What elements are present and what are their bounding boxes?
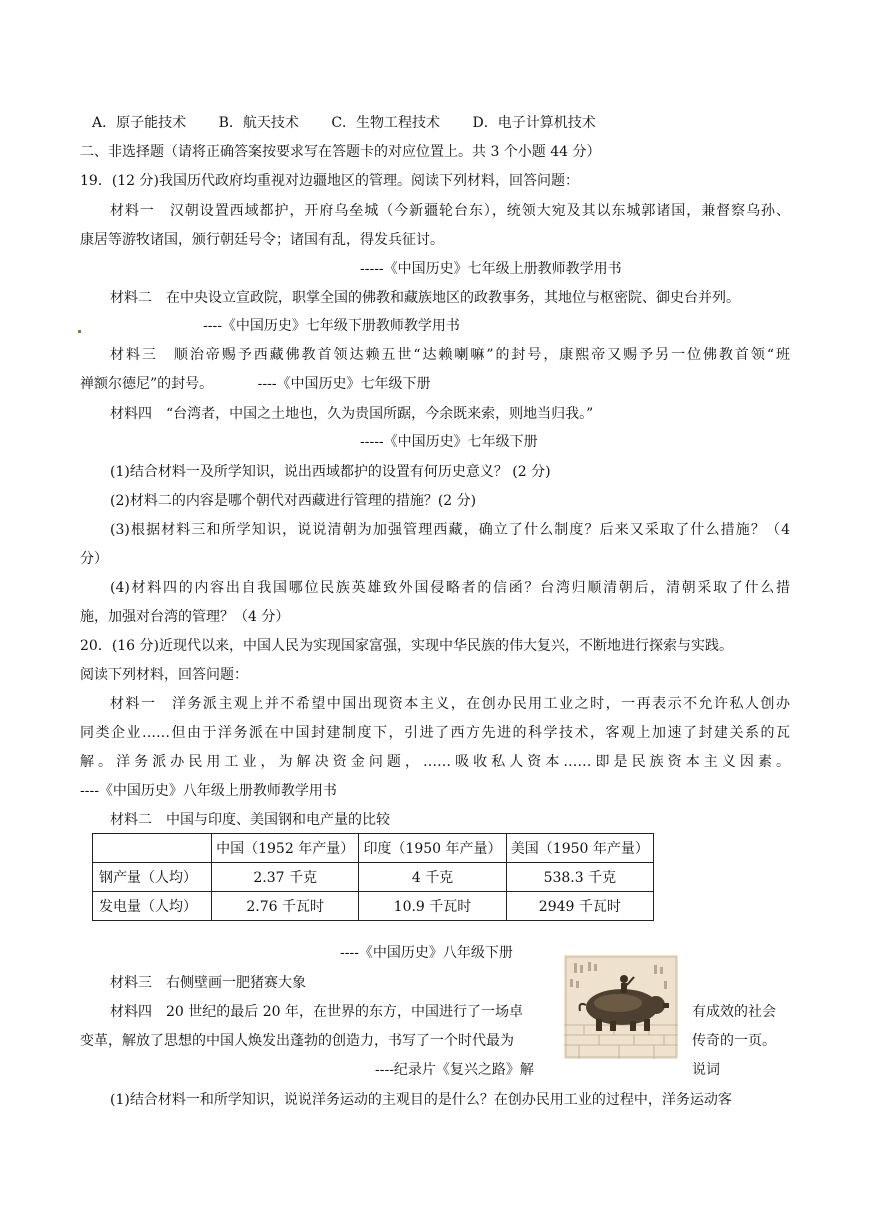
q19-material4-line1: 材料四 “台湾者，中国之土地也，久为贵国所踞，今余既来索，则地当归我。” bbox=[110, 406, 594, 422]
production-comparison-table bbox=[92, 833, 654, 921]
table-header-cell: 印度（1950 年产量） bbox=[359, 834, 506, 863]
table-cell: 2.76 千瓦时 bbox=[212, 892, 359, 921]
q19-subq4-line1: (4)材料四的内容出自我国哪位民族英雄致外国侵略者的信函？台湾归顺清朝后，清朝采取了什么措 bbox=[110, 580, 790, 596]
q19-subq1: (1)结合材料一及所学知识，说出西域都护的设置有何历史意义？ (2 分) bbox=[110, 464, 551, 480]
q20-material1-line1: 材料一 洋务派主观上并不希望中国出现资本主义，在创办民用工业之时，一再表示不允许私人创办 bbox=[110, 696, 790, 712]
pig-mural-drawing bbox=[564, 955, 678, 1059]
q20-material3: 材料三 右侧壁画一肥猪赛大象 bbox=[110, 975, 306, 991]
q20-subq1-line1: (1)结合材料一和所学知识，说说洋务运动的主观目的是什么？在创办民用工业的过程中，洋务运动客 bbox=[110, 1092, 732, 1108]
table-row bbox=[93, 863, 654, 892]
q19-intro: 19．(12 分)我国历代政府均重视对边疆地区的管理。阅读下列材料，回答问题： bbox=[80, 173, 580, 189]
q19-subq2: (2)材料二的内容是哪个朝代对西藏进行管理的措施？(2 分) bbox=[110, 493, 477, 509]
q19-subq3-line1: (3)根据材料三和所学知识，说说清朝为加强管理西藏，确立了什么制度？后来又采取了什么措施？（4 bbox=[110, 522, 790, 538]
table-cell: 2.37 千克 bbox=[212, 863, 359, 892]
q20-material2-title: 材料二 中国与印度、美国钢和电产量的比较 bbox=[110, 812, 390, 828]
q20-material4-line2-left: 变革，解放了思想的中国人焕发出蓬勃的创造力，书写了一个时代最为 bbox=[80, 1033, 514, 1049]
options-row bbox=[92, 114, 624, 132]
option-a: A．原子能技术 bbox=[92, 115, 187, 131]
q19-material3-line2 bbox=[80, 375, 431, 393]
q20-material4-source-right: 说词 bbox=[692, 1062, 720, 1078]
table-row bbox=[93, 892, 654, 921]
table-header-cell bbox=[93, 834, 212, 863]
q19-material2-source: ----《中国历史》七年级下册教师教学用书 bbox=[203, 318, 460, 334]
section-heading: 二、非选择题（请将正确答案按要求写在答题卡的对应位置上。共 3 个小题 44 分） bbox=[80, 144, 601, 160]
table-cell: 发电量（人均） bbox=[93, 892, 212, 921]
q20-material4-line1-left: 材料四 20 世纪的最后 20 年，在世界的东方，中国进行了一场卓 bbox=[110, 1004, 523, 1020]
table-cell: 538.3 千克 bbox=[506, 863, 653, 892]
option-b: B．航天技术 bbox=[218, 115, 299, 131]
q20-material4-line2-right: 传奇的一页。 bbox=[692, 1033, 776, 1049]
q20-material1-source: ----《中国历史》八年级上册教师教学用书 bbox=[80, 783, 337, 799]
q20-intro-line2: 阅读下列材料，回答问题： bbox=[80, 667, 248, 683]
table-header-cell: 中国（1952 年产量） bbox=[212, 834, 359, 863]
table-cell: 钢产量（人均） bbox=[93, 863, 212, 892]
q19-material1-source: -----《中国历史》七年级上册教师教学用书 bbox=[360, 261, 622, 277]
q19-material3-source: ----《中国历史》七年级下册 bbox=[257, 376, 431, 392]
table-cell: 2949 千瓦时 bbox=[506, 892, 653, 921]
q19-material1-line2: 康居等游牧诸国，颁行朝廷号令；诸国有乱，得发兵征讨。 bbox=[80, 232, 444, 248]
table-cell: 10.9 千瓦时 bbox=[359, 892, 506, 921]
q20-material2-source: ----《中国历史》八年级下册 bbox=[340, 945, 513, 961]
q19-material3-line2-text: 禅额尔德尼”的封号。 bbox=[80, 376, 214, 392]
q20-material1-line3: 解。洋务派办民用工业，为解决资金问题，……吸收私人资本……即是民族资本主义因素。 bbox=[80, 754, 790, 770]
q19-material3-line1: 材料三 顺治帝赐予西藏佛教首领达赖五世“达赖喇嘛”的封号，康熙帝又赐予另一位佛教首领“班 bbox=[110, 347, 790, 363]
q19-material4-source: -----《中国历史》七年级下册 bbox=[360, 434, 538, 450]
q19-material2-line1: 材料二 在中央设立宣政院，职掌全国的佛教和藏族地区的政教事务，其地位与枢密院、御史台并列。 bbox=[110, 290, 740, 306]
q20-material4-source-left: ----纪录片《复兴之路》解 bbox=[375, 1062, 534, 1078]
q19-subq3-line2: 分） bbox=[80, 551, 108, 567]
table-cell: 4 千克 bbox=[359, 863, 506, 892]
q20-material1-line2: 同类企业……但由于洋务派在中国封建制度下，引进了西方先进的科学技术，客观上加速了封建关系的瓦 bbox=[80, 725, 790, 741]
q19-material1-line1: 材料一 汉朝设置西域都护，开府乌垒城（今新疆轮台东），统领大宛及其以东城郭诸国，兼督察乌孙、 bbox=[110, 203, 790, 219]
table-header-cell: 美国（1950 年产量） bbox=[506, 834, 653, 863]
option-d: D．电子计算机技术 bbox=[472, 115, 596, 131]
option-c: C．生物工程技术 bbox=[331, 115, 441, 131]
stray-mark bbox=[78, 330, 81, 333]
pig-mural-image bbox=[564, 955, 678, 1059]
q20-intro-line1: 20．(16 分)近现代以来，中国人民为实现国家富强，实现中华民族的伟大复兴，不断地进行探索与实践。 bbox=[80, 638, 734, 654]
table-header-row bbox=[93, 834, 654, 863]
q19-subq4-line2: 施，加强对台湾的管理？（4 分） bbox=[80, 609, 290, 625]
q20-material4-line1-right: 有成效的社会 bbox=[692, 1004, 776, 1020]
